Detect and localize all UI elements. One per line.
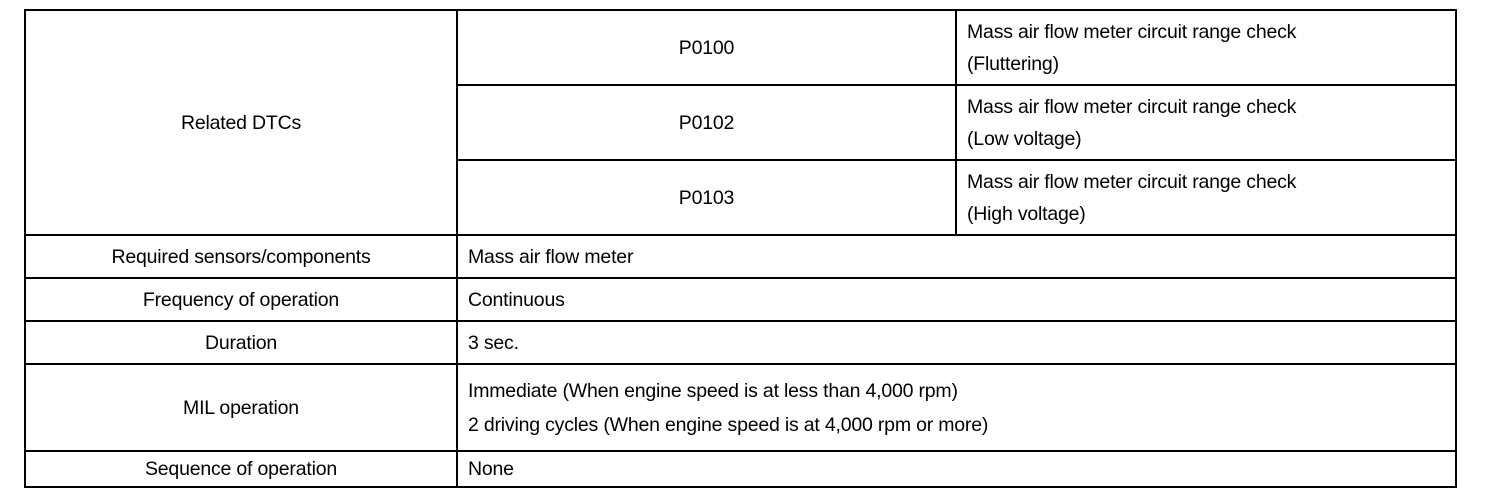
dtc-code: P0100	[457, 10, 956, 85]
related-dtcs-label: Related DTCs	[25, 10, 457, 235]
duration-label: Duration	[25, 321, 457, 364]
mil-operation-line: 2 driving cycles (When engine speed is at 4,000 rpm or more)	[468, 413, 989, 436]
required-sensors-label: Required sensors/components	[25, 235, 457, 278]
dtc-description-line: (High voltage)	[967, 202, 1086, 225]
dtc-description-line: (Low voltage)	[967, 127, 1082, 150]
dtc-description	[956, 160, 1456, 235]
dtc-description-line: Mass air flow meter circuit range check	[967, 170, 1297, 193]
dtc-description	[956, 85, 1456, 160]
dtc-description-line: Mass air flow meter circuit range check	[967, 20, 1297, 43]
dtc-description-line: Mass air flow meter circuit range check	[967, 95, 1297, 118]
mil-operation-line: Immediate (When engine speed is at less than 4,000 rpm)	[468, 379, 958, 402]
sequence-value: None	[457, 451, 1456, 487]
table-row	[25, 278, 1456, 321]
dtc-description	[956, 10, 1456, 85]
dtc-code: P0103	[457, 160, 956, 235]
table-row	[25, 451, 1456, 487]
duration-value: 3 sec.	[457, 321, 1456, 364]
table-row	[25, 364, 1456, 451]
table-row	[25, 321, 1456, 364]
table-row	[25, 235, 1456, 278]
mil-operation-label: MIL operation	[25, 364, 457, 451]
table-row	[25, 10, 1456, 85]
frequency-value: Continuous	[457, 278, 1456, 321]
required-sensors-value: Mass air flow meter	[457, 235, 1456, 278]
dtc-code: P0102	[457, 85, 956, 160]
sequence-label: Sequence of operation	[25, 451, 457, 487]
frequency-label: Frequency of operation	[25, 278, 457, 321]
dtc-description-line: (Fluttering)	[967, 52, 1059, 75]
mil-operation-value	[457, 364, 1456, 451]
monitor-spec-table	[24, 9, 1457, 488]
